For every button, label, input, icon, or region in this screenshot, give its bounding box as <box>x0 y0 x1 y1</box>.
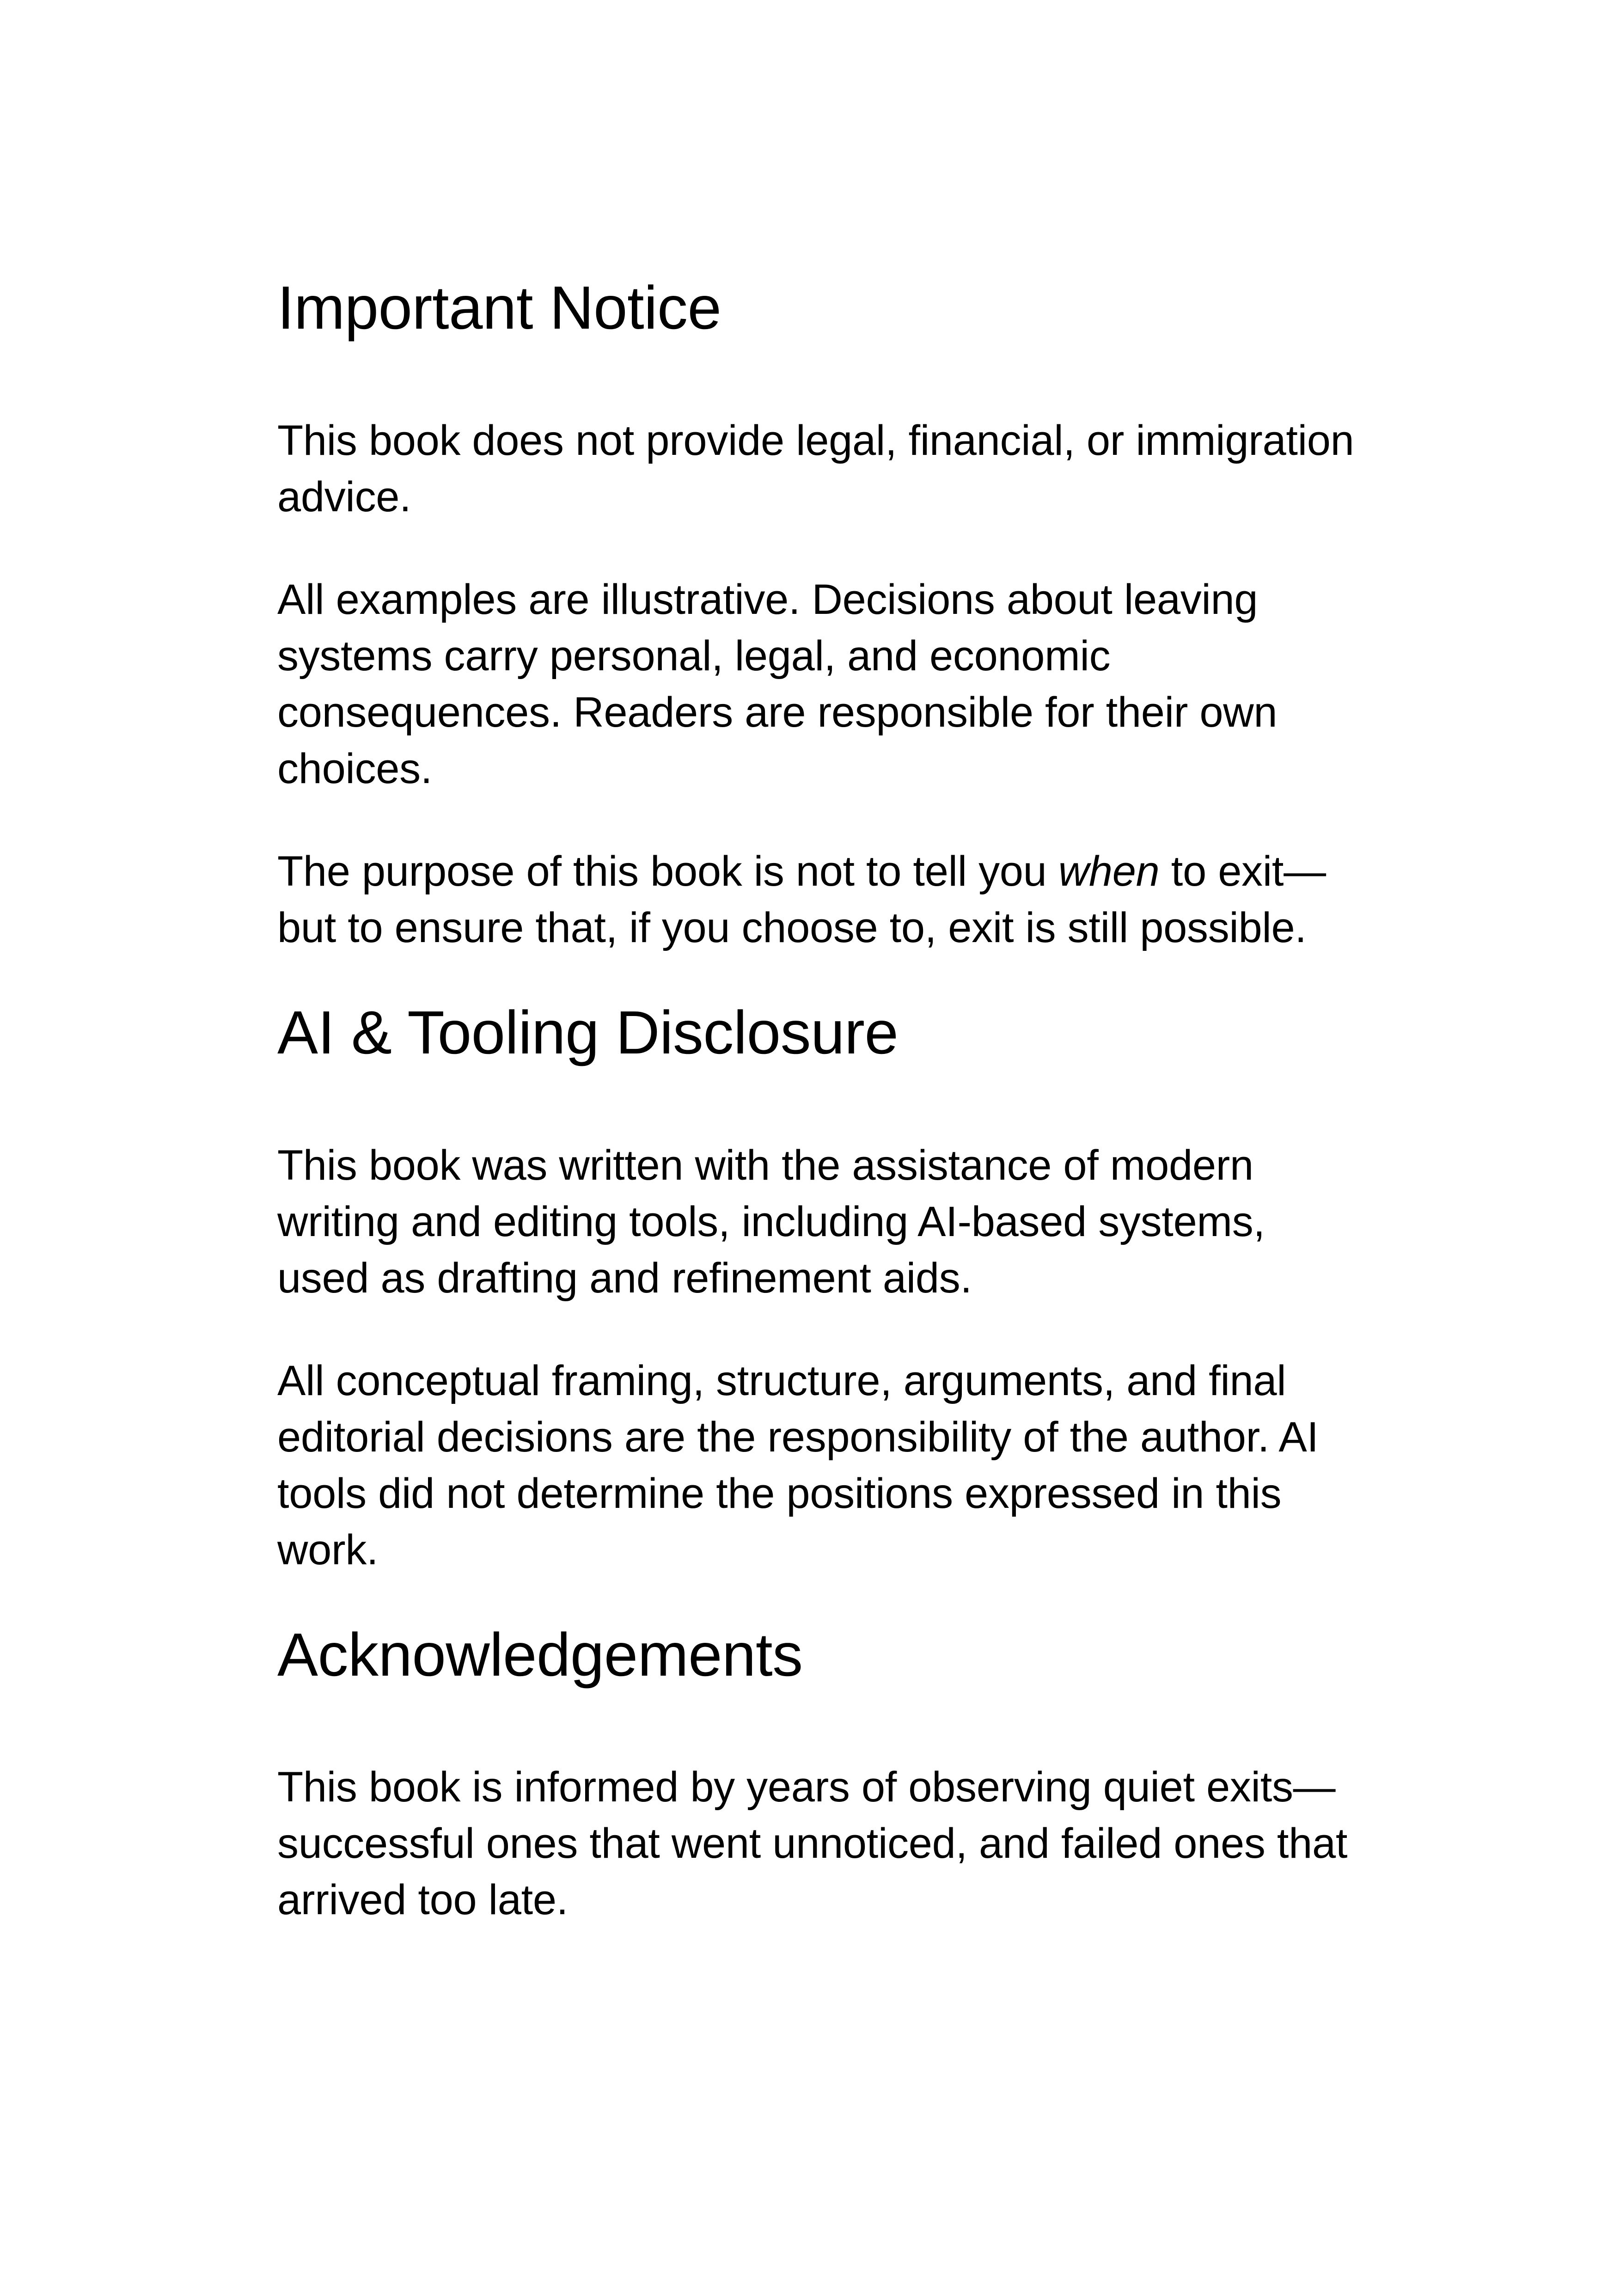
acknowledgements-paragraph: This book is informed by years of observing quiet exits—successful ones that went unnoticed, and failed ones that arrived too late. <box>277 1763 1348 1924</box>
disclosure-paragraph-tools: This book was written with the assistance of modern writing and editing tools, including AI-based systems, used as drafting and refinement aids. <box>277 1141 1265 1302</box>
acknowledgements-heading: Acknowledgements <box>277 1620 803 1689</box>
purpose-text-before: The purpose of this book is not to tell you <box>277 847 1058 895</box>
ai-disclosure-heading: AI & Tooling Disclosure <box>277 998 899 1066</box>
purpose-text-after: to exit—but to ensure that, if you choose to, exit is still possible. <box>277 847 1326 951</box>
important-notice-section <box>277 273 1359 956</box>
acknowledgements-section <box>277 1620 1359 1929</box>
notice-paragraph-advice: This book does not provide legal, financial, or immigration advice. <box>277 416 1354 520</box>
document-page <box>277 273 1359 1928</box>
ai-disclosure-section <box>277 998 1359 1578</box>
important-notice-heading: Important Notice <box>277 274 721 342</box>
notice-paragraph-purpose <box>277 843 1359 956</box>
notice-paragraph-examples: All examples are illustrative. Decisions about leaving systems carry personal, legal, and economic consequences. Readers are responsible for their own choices. <box>277 576 1278 792</box>
disclosure-paragraph-responsibility: All conceptual framing, structure, arguments, and final editorial decisions are the responsibility of the author. AI tools did not determine the positions expressed in this work. <box>277 1357 1319 1574</box>
purpose-emphasis: when <box>1058 847 1160 895</box>
